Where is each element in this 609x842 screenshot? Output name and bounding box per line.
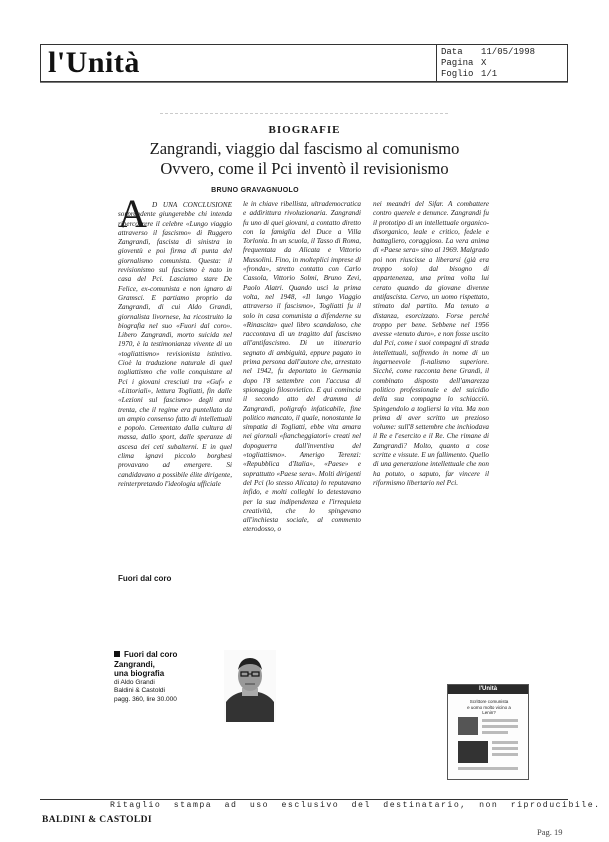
- scan-noise-rule: [160, 112, 450, 115]
- book-title: [114, 650, 218, 679]
- meta-sheet-value: 1/1: [481, 69, 498, 79]
- footer-rule: [40, 799, 568, 800]
- portrait-illustration: [224, 650, 276, 722]
- meta-date-row: [441, 47, 535, 58]
- meta-sheet-label: Foglio: [441, 69, 474, 79]
- thumbnail-masthead: l'Unità: [448, 685, 528, 694]
- footer-copyright-note: Ritaglio stampa ad uso esclusivo del destinatario, non riproducibile.: [110, 801, 601, 810]
- book-author: di Aldo Grandi: [114, 678, 155, 686]
- meta-date-value: 11/05/1998: [481, 47, 536, 57]
- meta-sheet-row: [441, 69, 497, 80]
- footer-publisher: BALDINI & CASTOLDI: [42, 815, 152, 825]
- header-rule: [40, 82, 568, 83]
- article-column-1: [118, 201, 232, 637]
- article-byline: BRUNO GRAVAGNUOLO: [211, 187, 299, 194]
- column-1-text: D UNA CONCLUSIONE sorprendente giungerebbe chi intenda ripercorrere il celebre «Lungo viaggio attraverso il fascismo» di Ruggero Zangrandi, fascista di sinistra in gioventù e poi firma di punta del giornalismo comunista. Questa: il revisionismo sul fascismo è nato in casa del Pci. Lasciamo stare De Felice, ex-comunista e non ignaro di Gramsci. E partiamo proprio da Zangrandi, di cui Aldo Grandi, giornalista livornese, ha ricostruito la biografia nel suo «Fuori dal coro». Libero Zangrandi, morto suicida nel 1970, è la testimonianza vivente di un «togliattismo» revisionista istintivo. Cioè la traduzione naturale di quel togliattismo che volle conquistare al Pci i giovani cresciuti tra «Guf» e «Littoriali», lettura Togliatti, fin dalle «Lezioni sul fascismo» degli anni trenta, che il regime era puntellato da un ampio consenso fatto di intellettuali e popolo. Cementato dalla cultura di massa, dallo sport, dalle speranze di ascesa dei ceti subalterni. E in quel clima ignavi piccolo borghesi provavano ad emergere. Si candidavano a possibile élite dirigente, reinterpretando l'ideologia ufficiale: [118, 201, 232, 488]
- article-kicker: BIOGRAFIE: [268, 124, 341, 136]
- header-divider: [436, 44, 437, 82]
- newspaper-masthead: l'Unità: [48, 46, 140, 79]
- article-dropcap: A: [118, 191, 147, 236]
- page-thumbnail: [447, 684, 529, 780]
- book-info-box: [114, 650, 218, 704]
- thumbnail-layout-drawing: [454, 715, 522, 775]
- meta-date-label: Data: [441, 47, 463, 57]
- book-title-text: Fuori dal coro Zangrandi, una biografia: [114, 650, 178, 678]
- meta-page-row: [441, 58, 486, 69]
- thumbnail-caption: Scrittore comunista e uomo molto vicino a Lenin?: [467, 699, 511, 715]
- article-headline: Zangrandi, viaggio dal fascismo al comunismo: [149, 139, 460, 158]
- column-3-text: nei meandri del Sifar. A combattere contro querele e denunce. Zangrandi fu il prototipo di un intellettuale organico-disorganico, leale e critico, fedele e battagliero, coraggioso. La vera anima di «Paese sera» sino al 1969. Malgrado poi non riuscisse a liberarsi (già era troppo solo) dal bisogno di appartenenza, una prima volta lui cerato quando da giovane divenne antifascista. Cervo, un uomo rispettato, stimato dal partito. Ma tenuto a distanza, esorcizzato. Forse perché troppo per bene. Sebbene nel 1956 avesse «tenuto duro», e non fosse uscito dal Pci, come i suoi compagni di strada intellettuali, soffrendo in nome di un ingarneevole fi-nalismo superiore. Sicché, come racconta bene Grandi, il combinato disposto dell'amarezza politico professionale e del suicidio della sua compagna lo schiacciò. Spingendolo a togliersi la vita. Ma non prima di aver scritto un prezioso volume: sull'8 settembre che inchiodava il Re e l'esercito e il Re. Che rimane di Zangrandi? Molto, quanto a cose scritte e vissute. E un fallimento. Quello di una generazione intellettuale che non ha potuto, o saputo, far vincere il riformismo libertario nel Pci.: [373, 200, 489, 487]
- column-2-text: le in chiave ribellista, ultrademocratica e addirittura rivoluzionaria. Zangrandi fu uno di quei giovani, a contatto diretto con la famiglia del Duce a Villa Torlonia. In un scuola, il Tasso di Roma, frequentata da Alicata e Vittorio Mussolini. Fino, in molteplici imprese di «fronda», stretto contatto con Carlo Cassola, Vittorio Solmi, Bruno Zevi, Paolo Alatri. Quando uscì la prima volta, nel 1948, «Il lungo Viaggio attraverso il fascismo», Togliatti fu il solo in casa comunista a difenderne su «Rinascita» quel libro scandaloso, che raccontava di un tragitto dal fascismo all'antifascismo. Di un itinerario segnato di ambiguità, eppure pagato in prima persona dall'autore che, arrestato nel 1942, fu deportato in Germania dopo l'8 settembre con l'accusa di spionaggio filosovietico. E qui comincia il secondo atto del dramma di Zangrandi, poligrafo infaticabile, fine politico mancato, il quale, nonostante la simpatia di Togliatti, ebbe vita amara nei giornali «fiancheggiatori» creati nel dopoguerra dall'inventiva del «togliattismo». Amerigo Terenzi: «Repubblica d'Italia», «Paese» e soprattutto «Paese sera». Molti dirigenti del Pci (lo stesso Alicata) lo reputavano infido, e molti colleghi lo detestavano per la sua indipendenza e l'irrequieta creatività, che lo spingevano all'inchiesta sociale, al commento eterodosso, o: [243, 200, 361, 534]
- book-publisher: Baldini & Castoldi: [114, 687, 165, 694]
- meta-page-value: X: [481, 58, 487, 68]
- article-subhead: Ovvero, come il Pci inventò il revisionismo: [160, 159, 449, 178]
- book-details: [114, 679, 218, 705]
- column-1-minihead: Fuori dal coro: [118, 574, 175, 583]
- book-price-pages: pagg. 360, lire 30.000: [114, 695, 177, 703]
- bullet-square-icon: [114, 651, 120, 657]
- footer-page-number: Pag. 19: [537, 827, 563, 837]
- article-column-3: [373, 200, 489, 642]
- author-portrait-photo: [224, 650, 276, 722]
- article-column-2: [243, 200, 361, 635]
- meta-page-label: Pagina: [441, 58, 474, 68]
